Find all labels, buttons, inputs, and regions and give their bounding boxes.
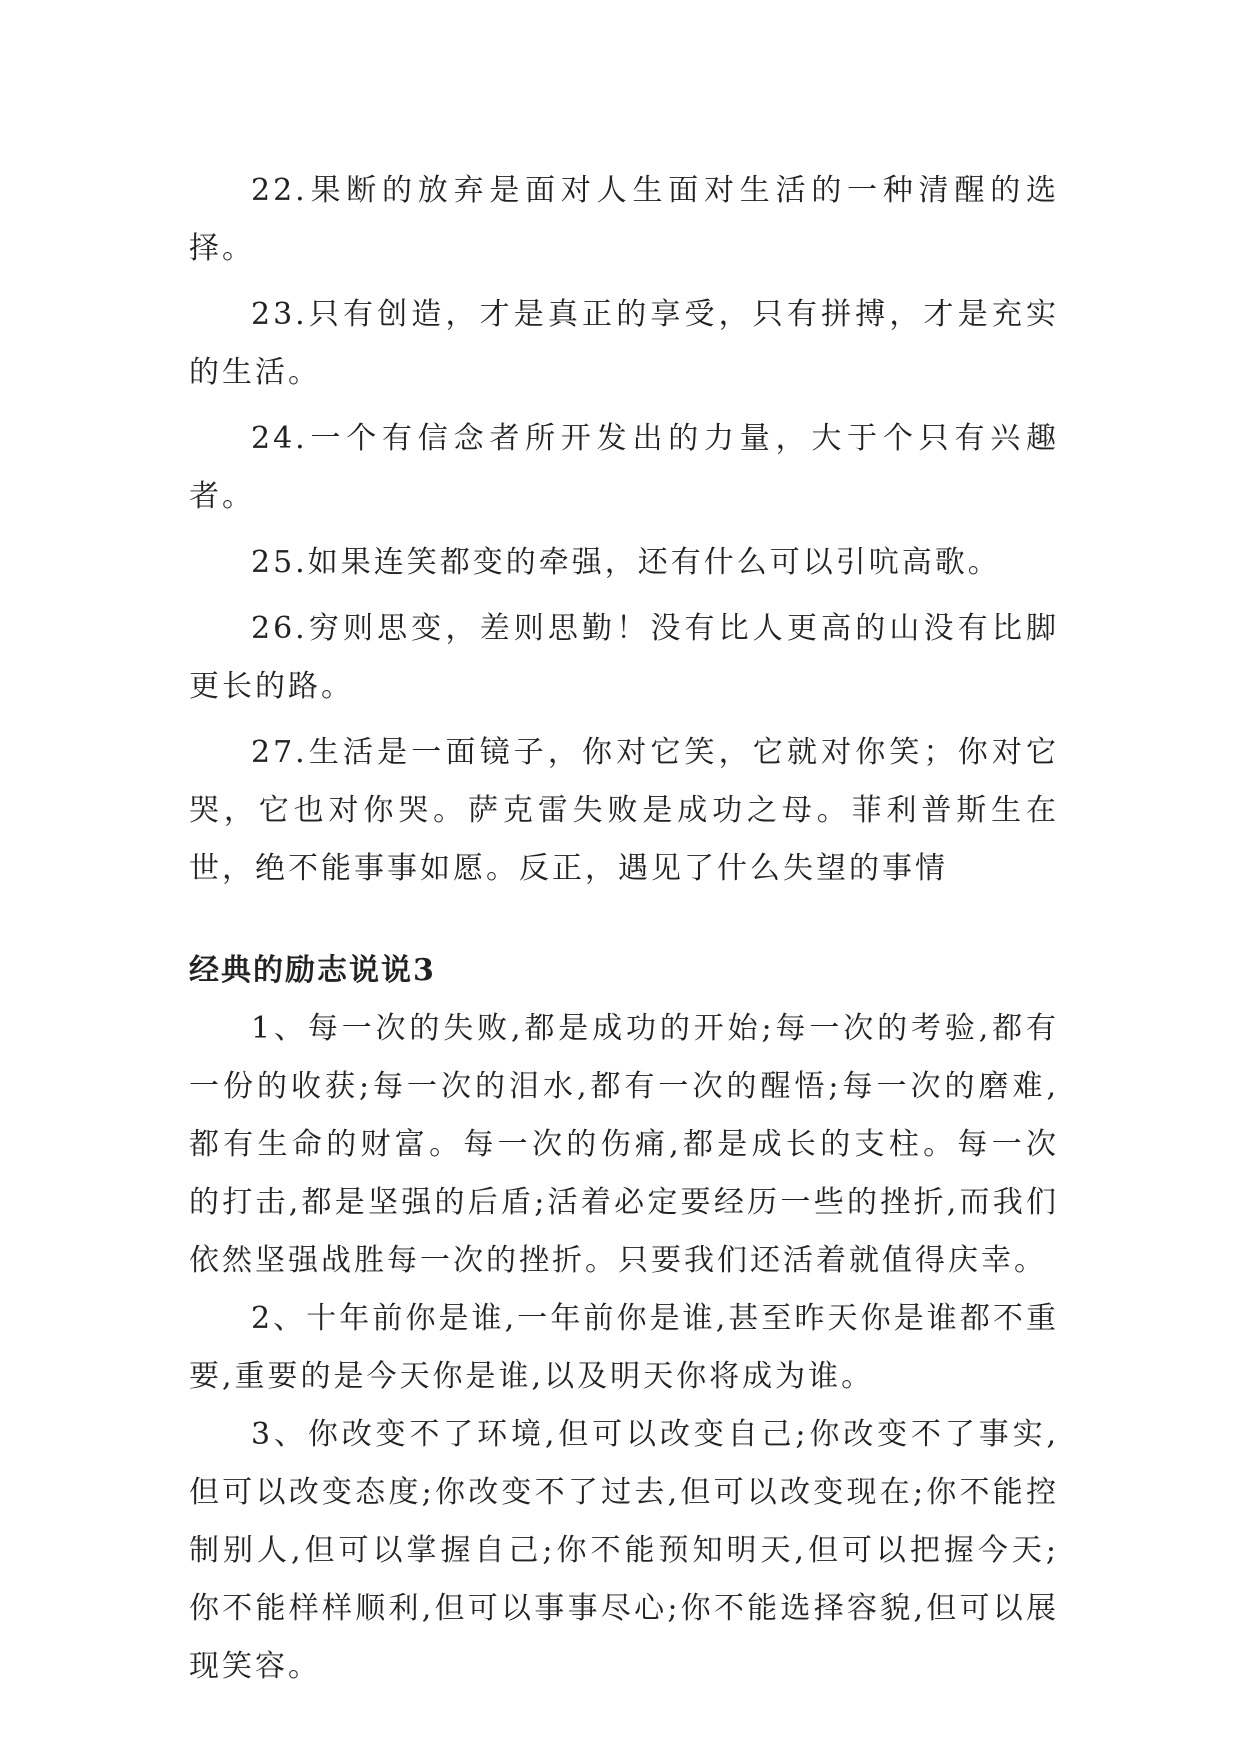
paragraph-item-24: 24.一个有信念者所开发出的力量，大于个只有兴趣者。 <box>189 421 1059 514</box>
paragraph-item-23: 23.只有创造，才是真正的享受，只有拼搏，才是充实的生活。 <box>189 297 1059 390</box>
paragraph-item-1: 1、每一次的失败,都是成功的开始;每一次的考验,都有一份的收获;每一次的泪水,都有一次的醒悟;每一次的磨难,都有生命的财富。每一次的伤痛,都是成长的支柱。每一次的打击,都是坚强的后盾;活着必定要经历一些的挫折,而我们依然坚强战胜每一次的挫折。只要我们还活着就值得庆幸。 <box>189 1011 1059 1278</box>
paragraph-item-26: 26.穷则思变，差则思勤！没有比人更高的山没有比脚更长的路。 <box>189 611 1059 704</box>
section-heading: 经典的励志说说3 <box>189 953 436 988</box>
paragraph-item-3: 3、你改变不了环境,但可以改变自己;你改变不了事实,但可以改变态度;你改变不了过去,但可以改变现在;你不能控制别人,但可以掌握自己;你不能预知明天,但可以把握今天;你不能样样顺利,但可以事事尽心;你不能选择容貌,但可以展现笑容。 <box>189 1417 1059 1684</box>
paragraph-item-27: 27.生活是一面镜子，你对它笑，它就对你笑；你对它哭，它也对你哭。萨克雷失败是成功之母。菲利普斯生在世，绝不能事事如愿。反正，遇见了什么失望的事情 <box>189 735 1059 886</box>
paragraph-item-22: 22.果断的放弃是面对人生面对生活的一种清醒的选择。 <box>189 173 1059 266</box>
document-body <box>189 162 1059 1696</box>
paragraph-item-25: 25.如果连笑都变的牵强，还有什么可以引吭高歌。 <box>251 545 1001 580</box>
paragraph-item-2: 2、十年前你是谁,一年前你是谁,甚至昨天你是谁都不重要,重要的是今天你是谁,以及明天你将成为谁。 <box>189 1301 1059 1394</box>
